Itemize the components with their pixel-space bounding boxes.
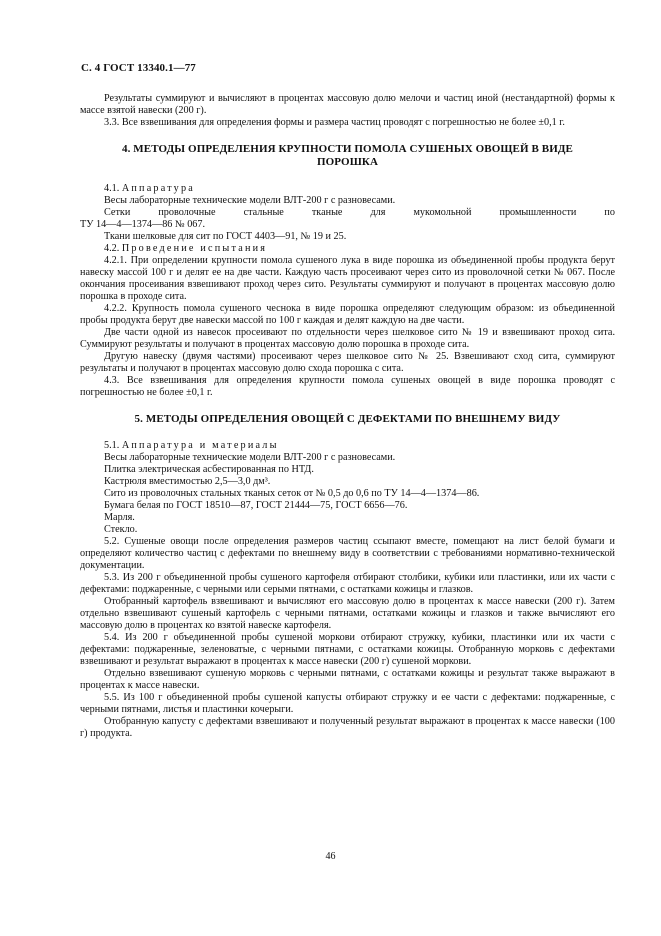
sieve-word: тканые xyxy=(311,207,343,218)
sieve-word: проволочные xyxy=(158,207,216,218)
equipment-sieves-continuation: ТУ 14—4—1374—86 № 067. xyxy=(80,219,206,230)
sieve-word: мукомольной xyxy=(413,207,472,218)
paragraph-5-2: 5.2. Сушеные овощи после определения размеров частиц ссыпают вместе, помещают на лист белой бумаги и определяют количество частиц с дефектами по внешнему виду в соответствии с требованиями нормативно-технической документации. xyxy=(80,536,615,571)
running-header: С. 4 ГОСТ 13340.1—77 xyxy=(81,62,196,74)
subsection-5-1-heading xyxy=(80,440,615,452)
subsection-4-2-number: 4.2. xyxy=(104,243,120,254)
material-item: Марля. xyxy=(104,512,135,523)
subsection-4-2-title: Проведение испытания xyxy=(121,243,268,254)
subsection-5-1-title: Аппаратура и материалы xyxy=(121,440,279,451)
material-item: Плитка электрическая асбестированная по НТД. xyxy=(104,464,314,475)
sieve-word: для xyxy=(370,207,386,218)
equipment-silk: Ткани шелковые для сит по ГОСТ 4403—91, № 19 и 25. xyxy=(104,231,347,242)
equipment-sieves-line xyxy=(80,207,615,219)
subsection-4-1-heading xyxy=(80,183,615,195)
paragraph-4-3: 4.3. Все взвешивания для определения крупности помола сушеных овощей в виде порошка проводят с погрешностью не более ±0,1 г. xyxy=(80,375,615,398)
document-body xyxy=(80,93,615,740)
subsection-4-1-title: Аппаратура xyxy=(121,183,195,194)
paragraph-4-2-1: 4.2.1. При определении крупности помола сушеного лука в виде порошка из объединенной пробы продукта берут навеску массой 100 г и делят ее на две части. Каждую часть просеивают через сито из проволочной сетки № 067. После окончания просеивания взвешивают проход через сито. Результаты суммируют и получают в процентах массовую долю порошка в проходе сита. xyxy=(80,255,615,302)
material-item: Стекло. xyxy=(104,524,138,535)
paragraph-5-3: 5.3. Из 200 г объединенной пробы сушеного картофеля отбирают столбики, кубики или пластинки, или их части с дефектами: поджаренные, с черными или серыми пятнами, с остатками кожицы и глазков. xyxy=(80,572,615,595)
material-item: Кастрюля вместимостью 2,5—3,0 дм³. xyxy=(104,476,271,487)
subsection-4-2-heading xyxy=(80,243,615,255)
sieve-word: Сетки xyxy=(104,207,131,218)
section-5-title: 5. МЕТОДЫ ОПРЕДЕЛЕНИЯ ОВОЩЕЙ С ДЕФЕКТАМИ ПО ВНЕШНЕМУ ВИДУ xyxy=(134,413,561,425)
material-item: Весы лабораторные технические модели ВЛТ-200 г с разновесами. xyxy=(104,452,396,463)
paragraph-4-2-2-sieve-25: Другую навеску (двумя частями) просеивают через шелковое сито № 25. Взвешивают сход сита, суммируют результаты и получают в процентах массовую долю схода порошка с сита. xyxy=(80,351,615,374)
equipment-scales: Весы лабораторные технические модели ВЛТ-200 г с разновесами. xyxy=(104,195,396,206)
paragraph-5-5-weighing: Отобранную капусту с дефектами взвешивают и полученный результат выражают в процентах к массе навески (100 г) продукта. xyxy=(80,716,615,739)
page-number: 46 xyxy=(325,851,336,862)
section-4-title: 4. МЕТОДЫ ОПРЕДЕЛЕНИЯ КРУПНОСТИ ПОМОЛА СУШЕНЫХ ОВОЩЕЙ В ВИДЕ ПОРОШКА xyxy=(122,143,573,168)
paragraph-results: Результаты суммируют и вычисляют в процентах массовую долю мелочи и частиц иной (нестандартной) формы к массе взятой навески (200 г). xyxy=(80,93,615,116)
paragraph-4-2-2: 4.2.2. Крупность помола сушеного чеснока в виде порошка определяют следующим образом: из объединенной пробы продукта берут две навески массой по 100 г каждая и делят каждую на две части. xyxy=(80,303,615,326)
subsection-4-1-number: 4.1. xyxy=(104,183,120,194)
paragraph-5-5: 5.5. Из 100 г объединенной пробы сушеной капусты отбирают стружку и ее части с дефектами: поджаренные, с черными пятнами, листья и пластинки кочерыги. xyxy=(80,692,615,715)
sieve-word: промышленности xyxy=(499,207,577,218)
sieve-word: по xyxy=(604,207,615,218)
paragraph-5-4: 5.4. Из 200 г объединенной пробы сушеной моркови отбирают стружку, кубики, пластинки или их части с дефектами: поджаренные, зеленоватые, с черными пятнами, с остатками кожицы. Отобранную морковь с дефектами взвешивают и результат выражают в процентах к массе навески (200 г) сушеной моркови. xyxy=(80,632,615,667)
paragraph-5-4-weighing: Отдельно взвешивают сушеную морковь с черными пятнами, с остатками кожицы и результат также выражают в процентах к массе навески. xyxy=(80,668,615,691)
subsection-5-1-number: 5.1. xyxy=(104,440,120,451)
paragraph-5-3-weighing: Отобранный картофель взвешивают и вычисляют его массовую долю в процентах к массе навески (200 г). Затем отдельно взвешивают сушеный картофель с черными пятнами, остатками кожицы и глазков и также вычисляют его массовую долю в процентах ко взятой навеске картофеля. xyxy=(80,596,615,631)
material-item: Бумага белая по ГОСТ 18510—87, ГОСТ 21444—75, ГОСТ 6656—76. xyxy=(104,500,408,511)
paragraph-3-3: 3.3. Все взвешивания для определения формы и размера частиц проводят с погрешностью не более ±0,1 г. xyxy=(104,117,565,128)
paragraph-4-2-2-sieve-19: Две части одной из навесок просеивают по отдельности через шелковое сито № 19 и взвешивают проход сита. Суммируют результаты и получают в процентах массовую долю порошка в проходе сита. xyxy=(80,327,615,350)
material-item: Сито из проволочных стальных тканых сеток от № 0,5 до 0,6 по ТУ 14—4—1374—86. xyxy=(104,488,480,499)
sieve-word: стальные xyxy=(243,207,284,218)
